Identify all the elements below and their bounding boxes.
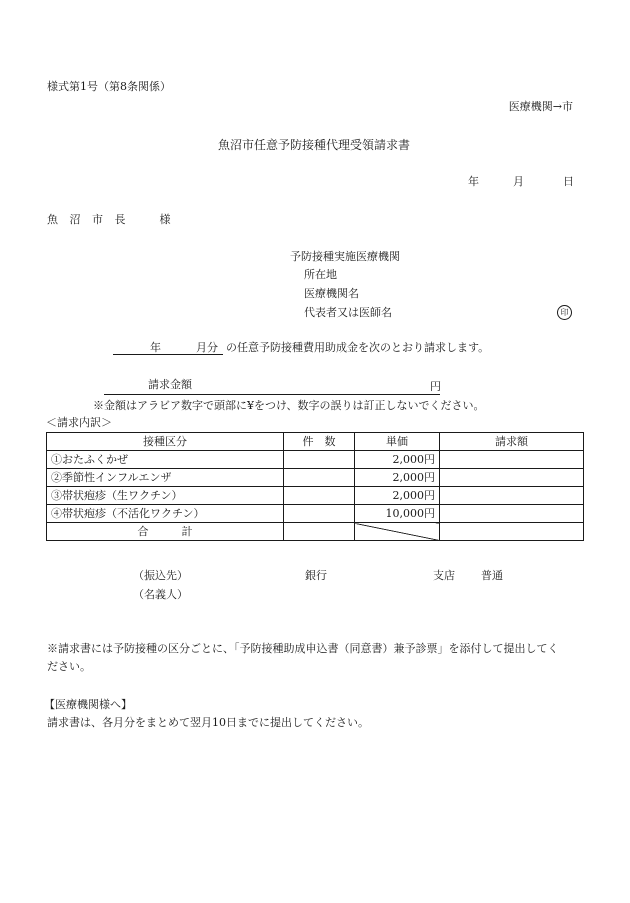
column-header-category: 接種区分 xyxy=(47,433,284,451)
row-count xyxy=(284,505,355,523)
request-statement: の任意予防接種費用助成金を次のとおり請求します。 xyxy=(226,341,490,354)
transfer-destination-label: （振込先） xyxy=(133,569,188,582)
bank-label: 銀行 xyxy=(305,569,327,582)
column-header-count: 件 数 xyxy=(284,433,355,451)
breakdown-heading: ＜請求内訳＞ xyxy=(46,416,112,429)
table-row xyxy=(47,505,584,523)
table-header-row xyxy=(47,433,584,451)
request-month-label: 月分 xyxy=(196,341,218,354)
total-amount xyxy=(440,523,584,541)
row-unit-price: 2,000円 xyxy=(355,451,440,469)
table-row xyxy=(47,451,584,469)
amount-label: 請求金額 xyxy=(148,378,192,391)
column-header-unit-price: 単価 xyxy=(355,433,440,451)
addressee: 魚 沼 市 長 様 xyxy=(47,213,175,226)
account-holder-label: （名義人） xyxy=(133,588,188,601)
branch-label: 支店 xyxy=(433,569,455,582)
attachment-note-line2: ださい。 xyxy=(47,660,91,673)
seal-mark: 印 xyxy=(557,305,572,320)
total-row xyxy=(47,523,584,541)
attachment-note-line1: ※請求書には予防接種の区分ごとに、「予防接種助成申込書（同意書）兼予診票」を添付して提出してく xyxy=(47,642,559,655)
institution-heading: 予防接種実施医療機関 xyxy=(290,250,400,263)
institution-name-label: 医療機関名 xyxy=(304,287,359,300)
request-year-label: 年 xyxy=(150,341,161,354)
breakdown-table xyxy=(46,432,584,541)
row-count xyxy=(284,469,355,487)
document-title: 魚沼市任意予防接種代理受領請求書 xyxy=(218,138,411,152)
row-category: ①おたふくかぜ xyxy=(47,451,284,469)
column-header-amount: 請求額 xyxy=(440,433,584,451)
account-type: 普通 xyxy=(481,569,503,582)
submission-deadline-note: 請求書は、各月分をまとめて翌月10日までに提出してください。 xyxy=(47,716,369,729)
row-count xyxy=(284,451,355,469)
form-number: 様式第1号（第8条関係） xyxy=(47,80,171,93)
routing-label: 医療機関→市 xyxy=(508,100,573,113)
row-amount xyxy=(440,505,584,523)
row-amount xyxy=(440,469,584,487)
total-unit-price-crossed xyxy=(355,523,440,541)
total-label: 合 計 xyxy=(47,523,284,541)
total-count xyxy=(284,523,355,541)
table-row xyxy=(47,469,584,487)
amount-underline xyxy=(104,394,440,395)
date-year-label: 年 xyxy=(468,175,479,188)
row-unit-price: 10,000円 xyxy=(355,505,440,523)
institutions-heading: 【医療機関様へ】 xyxy=(44,698,132,711)
row-category: ③帯状疱疹（生ワクチン） xyxy=(47,487,284,505)
date-day-label: 日 xyxy=(563,175,574,188)
row-amount xyxy=(440,487,584,505)
table-row xyxy=(47,487,584,505)
amount-note: ※金額はアラビア数字で頭部に¥をつけ、数字の誤りは訂正しないでください。 xyxy=(93,399,485,412)
representative-label: 代表者又は医師名 xyxy=(304,306,392,319)
yen-label: 円 xyxy=(430,380,441,393)
row-amount xyxy=(440,451,584,469)
row-category: ②季節性インフルエンザ xyxy=(47,469,284,487)
row-unit-price: 2,000円 xyxy=(355,469,440,487)
date-month-label: 月 xyxy=(513,175,524,188)
row-unit-price: 2,000円 xyxy=(355,487,440,505)
address-label: 所在地 xyxy=(304,268,337,281)
row-count xyxy=(284,487,355,505)
row-category: ④帯状疱疹（不活化ワクチン） xyxy=(47,505,284,523)
